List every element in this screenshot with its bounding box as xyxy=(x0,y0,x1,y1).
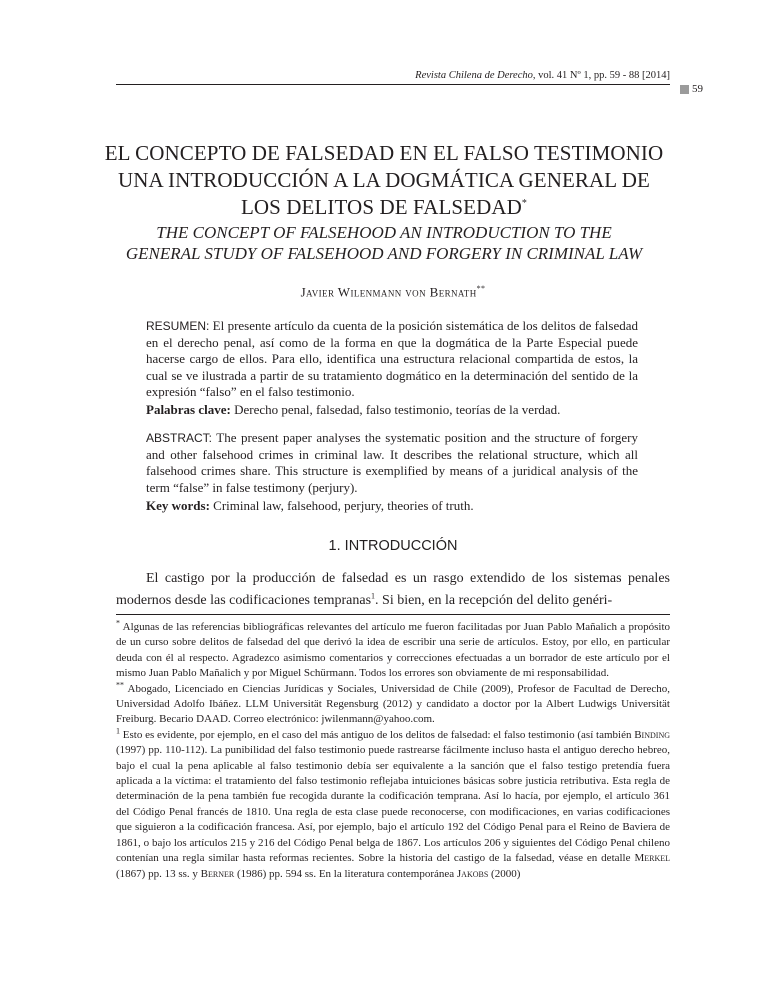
resumen-label: RESUMEN: xyxy=(146,319,210,333)
footnote-3-text-5: (2000) xyxy=(488,867,521,880)
palabras-clave-block xyxy=(146,402,638,419)
footnote-3-author-binding: Binding xyxy=(634,728,670,741)
footnote-3-text-2: (1997) pp. 110-112). La punibilidad del falso testimonio puede rastrearse fácilmente incluso hasta el antiguo derecho hebreo, bajo el cual la pena aplicable al falso testimonio debía ser equivalente a la sanción que el falso testigo pretendía fuera aplicada a la víctima: el tratamiento del falso testimonio reflejaba intuiciones básicas sobre justicia retributiva. Esta regla de determinación de la pena también fue recogida durante la codificación temprana. Así lo hacía, por ejemplo, el artículo 361 del Código Penal francés de 1810. Una regla de esta clase puede reconocerse, con modificaciones, en varias codificaciones que siguieron a la codificación francesa. Así, por ejemplo, bajo el artículo 192 del Código Penal para el Reino de Baviera de 1861, o bajo los artículos 215 y 216 del Código Penal belga de 1867. Los artículos 206 y siguientes del Código Penal chileno contenían una regla similar hasta reformas recientes. Sobre la historia del castigo de la falsedad, véase en detalle xyxy=(116,744,670,865)
author-footnote-marker: ** xyxy=(476,284,486,293)
title-line-1: EL CONCEPTO DE FALSEDAD EN EL FALSO TESTIMONIO xyxy=(104,141,664,165)
body-footnote-ref: 1 xyxy=(371,590,376,600)
journal-citation: , vol. 41 Nº 1, pp. 59 - 88 [2014] xyxy=(532,70,670,81)
body-paragraph xyxy=(116,568,670,611)
subtitle-line-1: THE CONCEPT OF FALSEHOOD AN INTRODUCTION TO THE xyxy=(156,223,612,242)
resumen-text: El presente artículo da cuenta de la posición sistemática de los delitos de falsedad en el derecho penal, así como de la forma en que la dogmática de la Parte Especial puede hacerse cargo de ellos. Para ello, identifica una estructura relacional compartida de estos, la cual se ve ilustrada a partir de su tratamiento dogmático en la determinación del sentido de la expresión “falso” en el falso testimonio. xyxy=(146,318,638,399)
running-header xyxy=(116,70,670,85)
title-line-2: UNA INTRODUCCIÓN A LA DOGMÁTICA GENERAL DE xyxy=(118,168,650,192)
section-heading-introduccion: 1. INTRODUCCIÓN xyxy=(328,538,458,554)
footnote-3-text-3: (1867) pp. 13 ss. y xyxy=(116,867,201,880)
footnote-1-text: Algunas de las referencias bibliográficas relevantes del artículo me fueron facilitadas por Juan Pablo Mañalich a propósito de un curso sobre delitos de falsedad del que derivó la idea de escribir una serie de artículos. Estoy, por ello, en particular deuda con él al respecto. Agradezco asimismo comentarios y correcciones efectuadas a un borrador de este artículo por el mismo Juan Pablo Mañalich y por Miguel Schürmann. Todos los errores son obviamente de mi responsabilidad. xyxy=(116,621,670,680)
footnote-2-text: Abogado, Licenciado en Ciencias Jurídicas y Sociales, Universidad de Chile (2009), Profesor de Facultad de Derecho, Universidad Adolfo Ibáñez. LLM Universität Regensburg (2012) y candidato a doctor por la Albert Ludwigs Universität Freiburg. Becario DAAD. Correo electrónico: jwilenmann@yahoo.com. xyxy=(116,682,670,726)
footnote-3-text-4: (1986) pp. 594 ss. En la literatura contemporánea xyxy=(234,867,457,880)
article-title xyxy=(100,140,668,221)
footnote-3-marker: 1 xyxy=(116,726,120,736)
footnotes xyxy=(116,620,670,882)
footnote-3-text-1: Esto es evidente, por ejemplo, en el caso del más antiguo de los delitos de falsedad: el falso testimonio (así también xyxy=(120,728,635,741)
footnote-1 xyxy=(116,620,670,682)
resumen-block xyxy=(146,318,638,401)
title-line-3-text: LOS DELITOS DE FALSEDAD xyxy=(240,195,522,219)
key-words-text: Criminal law, falsehood, perjury, theories of truth. xyxy=(209,498,474,513)
footnote-2 xyxy=(116,679,670,728)
palabras-clave-text: Derecho penal, falsedad, falso testimonio, teorías de la verdad. xyxy=(230,402,561,417)
page-marker-square xyxy=(680,85,689,94)
page-number-text: 59 xyxy=(692,83,703,95)
key-words-label: Key words: xyxy=(146,498,210,513)
key-words-block xyxy=(146,498,638,515)
footnote-1-marker: * xyxy=(116,618,120,628)
footnote-3-author-berner: Berner xyxy=(200,867,235,880)
footnote-3-author-merkel: Merkel xyxy=(634,852,670,865)
body-text-2: . Si bien, en la recepción del delito genéri- xyxy=(375,592,613,608)
footnote-3-author-jakobs: Jakobs xyxy=(456,867,489,880)
footnote-divider xyxy=(116,614,670,615)
article-subtitle xyxy=(70,222,698,264)
footnote-3 xyxy=(116,728,670,882)
footnote-2-marker: ** xyxy=(116,679,124,689)
abstract-label: ABSTRACT: xyxy=(146,431,213,445)
title-line-3 xyxy=(100,194,668,221)
body-text-1: El castigo por la producción de falsedad es un rasgo extendido de los sistemas penales modernos desde las codificaciones tempranas xyxy=(116,571,670,608)
author-name-text: Javier Wilenmann von Bernath xyxy=(300,284,477,300)
journal-name: Revista Chilena de Derecho xyxy=(415,70,533,81)
title-footnote-marker: * xyxy=(521,198,528,209)
author-name xyxy=(116,284,670,300)
subtitle-line-2: GENERAL STUDY OF FALSEHOOD AND FORGERY IN CRIMINAL LAW xyxy=(125,244,643,263)
palabras-clave-label: Palabras clave: xyxy=(146,402,231,417)
page-number xyxy=(680,83,703,95)
abstract-block xyxy=(146,430,638,496)
abstract-text: The present paper analyses the systematic position and the structure of forgery and other falsehood crimes in criminal law. It describes the relational structure, which all falsehood crimes share. This structure is exemplified by means of a juridical analysis of the term “false” in false testimony (perjury). xyxy=(146,430,638,495)
